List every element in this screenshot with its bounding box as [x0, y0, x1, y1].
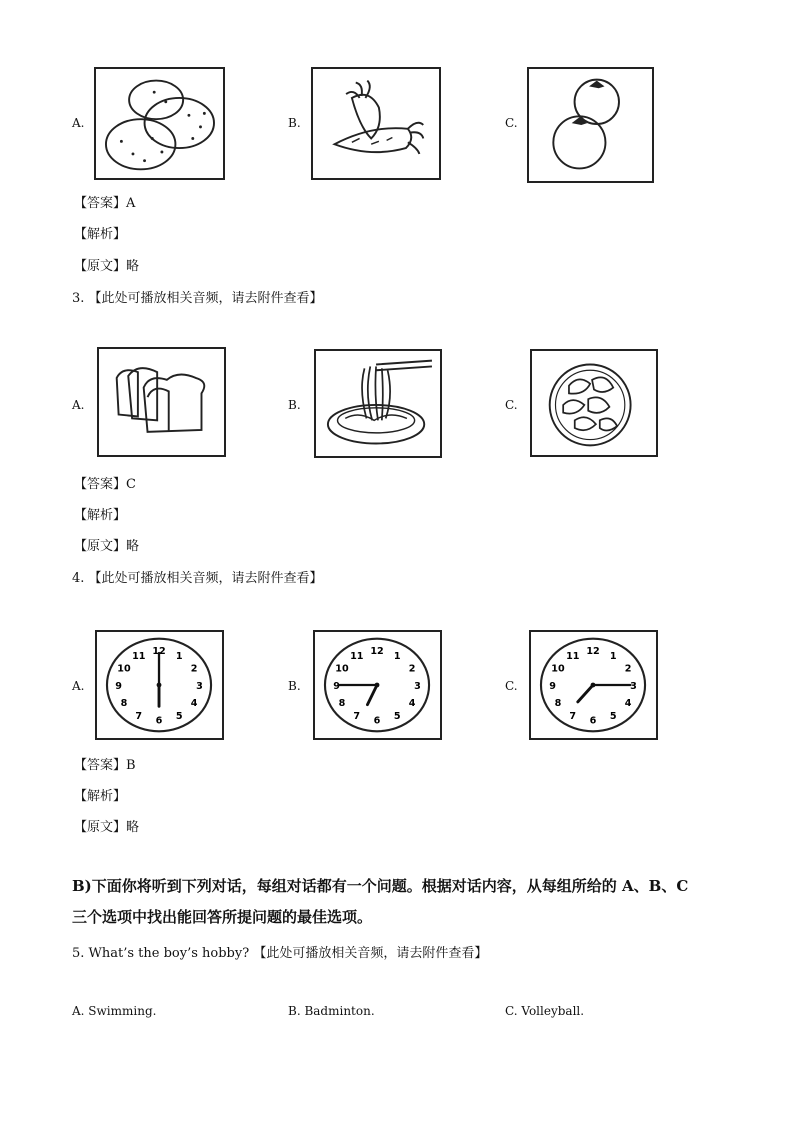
clock-numeral: 11	[132, 650, 146, 662]
carrots-picture[interactable]	[311, 67, 441, 180]
clock-numeral: 11	[350, 650, 364, 662]
analysis-line-q2: 【解析】	[74, 227, 127, 242]
option-letter-c: C.	[505, 679, 518, 693]
clock-numeral: 2	[190, 663, 198, 675]
clock-numeral: 9	[549, 680, 556, 692]
clock-hour-hand	[578, 685, 593, 702]
answer-line-q3: 【答案】C	[74, 477, 136, 492]
original-line-q2: 【原文】略	[74, 259, 140, 274]
clock-a-picture[interactable]	[95, 630, 224, 740]
answer-line-q2: 【答案】A	[74, 196, 136, 211]
clock-numeral: 9	[115, 680, 122, 692]
clock-numeral: 7	[135, 710, 143, 722]
bread-icon	[99, 349, 224, 455]
question-5-stem: 5. What’s the boy’s hobby? 【此处可播放相关音频，请去附件查看】	[72, 946, 488, 961]
potatoes-picture[interactable]	[94, 67, 225, 180]
clock-numeral: 4	[408, 698, 416, 710]
option-letter-c: C.	[505, 398, 518, 412]
clock-numeral: 8	[338, 698, 346, 710]
clock-center	[375, 683, 380, 688]
clock-b-picture[interactable]	[313, 630, 442, 740]
option-letter-a: A.	[72, 398, 85, 412]
dumplings-icon	[532, 351, 656, 455]
q5-option-a[interactable]: A. Swimming.	[72, 1004, 157, 1018]
clock-numeral: 7	[353, 710, 361, 722]
section-b-instructions	[72, 871, 732, 933]
option-letter-b: B.	[288, 116, 301, 130]
option-letter-a: A.	[72, 679, 85, 693]
clock-center	[591, 683, 596, 688]
clock-numeral: 6	[589, 715, 597, 727]
clock-numeral: 3	[414, 680, 421, 692]
clock-numeral: 3	[196, 680, 203, 692]
carrots-icon	[313, 69, 439, 178]
question-4-stem: 4. 【此处可播放相关音频，请去附件查看】	[72, 571, 323, 586]
original-line-q4: 【原文】略	[74, 820, 140, 835]
clock-hour-hand	[367, 685, 377, 705]
bread-picture[interactable]	[97, 347, 226, 457]
q5-option-b[interactable]: B. Badminton.	[288, 1004, 375, 1018]
clock-numeral: 12	[152, 646, 166, 658]
clock-numeral: 12	[586, 646, 600, 658]
clock-numeral: 10	[551, 663, 565, 675]
clock-numeral: 2	[408, 663, 416, 675]
analysis-line-q3: 【解析】	[74, 508, 127, 523]
clock-numeral: 10	[117, 663, 131, 675]
question-3-stem: 3. 【此处可播放相关音频，请去附件查看】	[72, 291, 323, 306]
clock-numeral: 3	[630, 680, 637, 692]
dumplings-picture[interactable]	[530, 349, 658, 457]
clock-quarter-to-seven-icon	[315, 632, 440, 738]
clock-numeral: 6	[155, 715, 163, 727]
option-letter-a: A.	[72, 116, 85, 130]
clock-numeral: 9	[333, 680, 340, 692]
clock-numeral: 5	[175, 710, 183, 722]
clock-numeral: 10	[335, 663, 349, 675]
clock-numeral: 4	[190, 698, 198, 710]
tomatoes-picture[interactable]	[527, 67, 654, 183]
clock-numeral: 1	[175, 650, 183, 662]
clock-c-picture[interactable]	[529, 630, 658, 740]
noodles-icon	[316, 351, 440, 456]
option-letter-b: B.	[288, 679, 301, 693]
clock-numeral: 6	[373, 715, 381, 727]
clock-numeral: 4	[624, 698, 632, 710]
answer-line-q4: 【答案】B	[74, 758, 136, 773]
original-line-q3: 【原文】略	[74, 539, 140, 554]
q5-option-c[interactable]: C. Volleyball.	[505, 1004, 585, 1018]
clock-center	[157, 683, 162, 688]
noodles-picture[interactable]	[314, 349, 442, 458]
option-letter-b: B.	[288, 398, 301, 412]
analysis-line-q4: 【解析】	[74, 789, 127, 804]
clock-numeral: 1	[609, 650, 617, 662]
potatoes-icon	[96, 69, 223, 178]
clock-seven-fifteen-icon	[531, 632, 656, 738]
clock-numeral: 2	[624, 663, 632, 675]
section-b-line-1: B)下面你将听到下列对话，每组对话都有一个问题。根据对话内容，从每组所给的 A、B、C	[72, 877, 689, 895]
tomatoes-icon	[529, 69, 652, 181]
clock-numeral: 8	[120, 698, 128, 710]
clock-numeral: 11	[566, 650, 580, 662]
clock-numeral: 1	[393, 650, 401, 662]
clock-numeral: 5	[609, 710, 617, 722]
section-b-line-2: 三个选项中找出能回答所提问题的最佳选项。	[72, 908, 373, 926]
clock-numeral: 5	[393, 710, 401, 722]
option-letter-c: C.	[505, 116, 518, 130]
clock-numeral: 12	[370, 646, 384, 658]
clock-numeral: 7	[569, 710, 577, 722]
clock-numeral: 8	[554, 698, 562, 710]
clock-six-icon	[97, 632, 222, 738]
